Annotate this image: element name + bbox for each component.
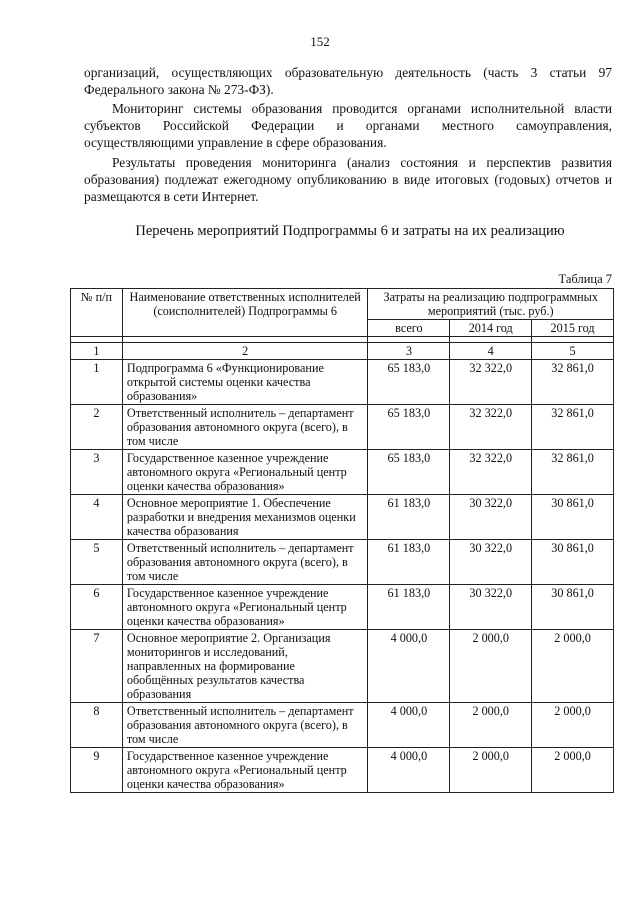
table-row [71,540,614,585]
header-costs: Затраты на реализацию подпрограммных мероприятий (тыс. руб.) [368,289,614,320]
row-total: 4 000,0 [368,748,450,793]
row-2015: 30 861,0 [532,585,614,630]
row-total: 4 000,0 [368,703,450,748]
header-2015: 2015 год [532,320,614,337]
row-2015: 2 000,0 [532,703,614,748]
column-number: 4 [450,343,532,360]
row-total: 61 183,0 [368,495,450,540]
paragraph-1: организаций, осуществляющих образовательную деятельность (часть 3 статьи 97 Федерального закона № 273-ФЗ). [84,65,612,97]
row-2015: 2 000,0 [532,630,614,703]
column-numbers-row [71,343,614,360]
column-number: 3 [368,343,450,360]
row-2014: 32 322,0 [450,450,532,495]
column-number: 5 [532,343,614,360]
row-number: 5 [71,540,123,585]
table-row [71,585,614,630]
row-name: Государственное казенное учреждение автономного округа «Региональный центр оценки качества образования» [122,585,368,630]
row-name: Подпрограмма 6 «Функционирование открытой системы оценки качества образования» [122,360,368,405]
paragraph-3: Результаты проведения мониторинга (анализ состояния и перспектив развития образования) подлежат ежегодному опубликованию в виде итоговых (годовых) отчетов и размещаются в сети Интернет. [84,155,612,204]
header-total: всего [368,320,450,337]
table-label: Таблица 7 [558,272,612,286]
row-2015: 2 000,0 [532,748,614,793]
row-name: Основное мероприятие 1. Обеспечение разработки и внедрения механизмов оценки качества образования [122,495,368,540]
costs-table [70,288,614,793]
row-total: 65 183,0 [368,360,450,405]
paragraph-2: Мониторинг системы образования проводится органами исполнительной власти субъектов Российской Федерации и органами местного самоуправления, осуществляющими управление в сфере образования. [84,101,612,150]
row-2014: 32 322,0 [450,405,532,450]
row-2015: 32 861,0 [532,360,614,405]
row-total: 65 183,0 [368,450,450,495]
row-total: 65 183,0 [368,405,450,450]
row-number: 6 [71,585,123,630]
header-2014: 2014 год [450,320,532,337]
header-name: Наименование ответственных исполнителей (соисполнителей) Подпрограммы 6 [122,289,368,337]
row-total: 61 183,0 [368,585,450,630]
row-name: Ответственный исполнитель – департамент образования автономного округа (всего), в том числе [122,703,368,748]
row-number: 7 [71,630,123,703]
row-number: 4 [71,495,123,540]
column-number: 1 [71,343,123,360]
row-2014: 2 000,0 [450,748,532,793]
row-2015: 32 861,0 [532,450,614,495]
table-row [71,748,614,793]
row-total: 61 183,0 [368,540,450,585]
row-2014: 32 322,0 [450,360,532,405]
row-name: Основное мероприятие 2. Организация мониторингов и исследований, направленных на формирование обобщённых результатов качества образования [122,630,368,703]
row-2014: 30 322,0 [450,585,532,630]
row-name: Государственное казенное учреждение автономного округа «Региональный центр оценки качества образования» [122,748,368,793]
row-name: Государственное казенное учреждение автономного округа «Региональный центр оценки качества образования» [122,450,368,495]
row-total: 4 000,0 [368,630,450,703]
table-row [71,495,614,540]
table-row [71,405,614,450]
row-number: 3 [71,450,123,495]
row-name: Ответственный исполнитель – департамент образования автономного округа (всего), в том числе [122,405,368,450]
table-title: Перечень мероприятий Подпрограммы 6 и затраты на их реализацию [135,223,565,239]
row-2014: 2 000,0 [450,703,532,748]
table-row [71,630,614,703]
row-number: 8 [71,703,123,748]
row-2015: 30 861,0 [532,495,614,540]
row-name: Ответственный исполнитель – департамент образования автономного округа (всего), в том числе [122,540,368,585]
table-row [71,703,614,748]
row-2014: 30 322,0 [450,495,532,540]
row-number: 2 [71,405,123,450]
row-2015: 30 861,0 [532,540,614,585]
row-number: 1 [71,360,123,405]
row-2014: 30 322,0 [450,540,532,585]
table-row [71,450,614,495]
table-row [71,360,614,405]
row-number: 9 [71,748,123,793]
row-2014: 2 000,0 [450,630,532,703]
page-number: 152 [310,34,330,49]
table-header-row [71,289,614,320]
header-num: № п/п [71,289,123,337]
row-2015: 32 861,0 [532,405,614,450]
column-number: 2 [122,343,368,360]
